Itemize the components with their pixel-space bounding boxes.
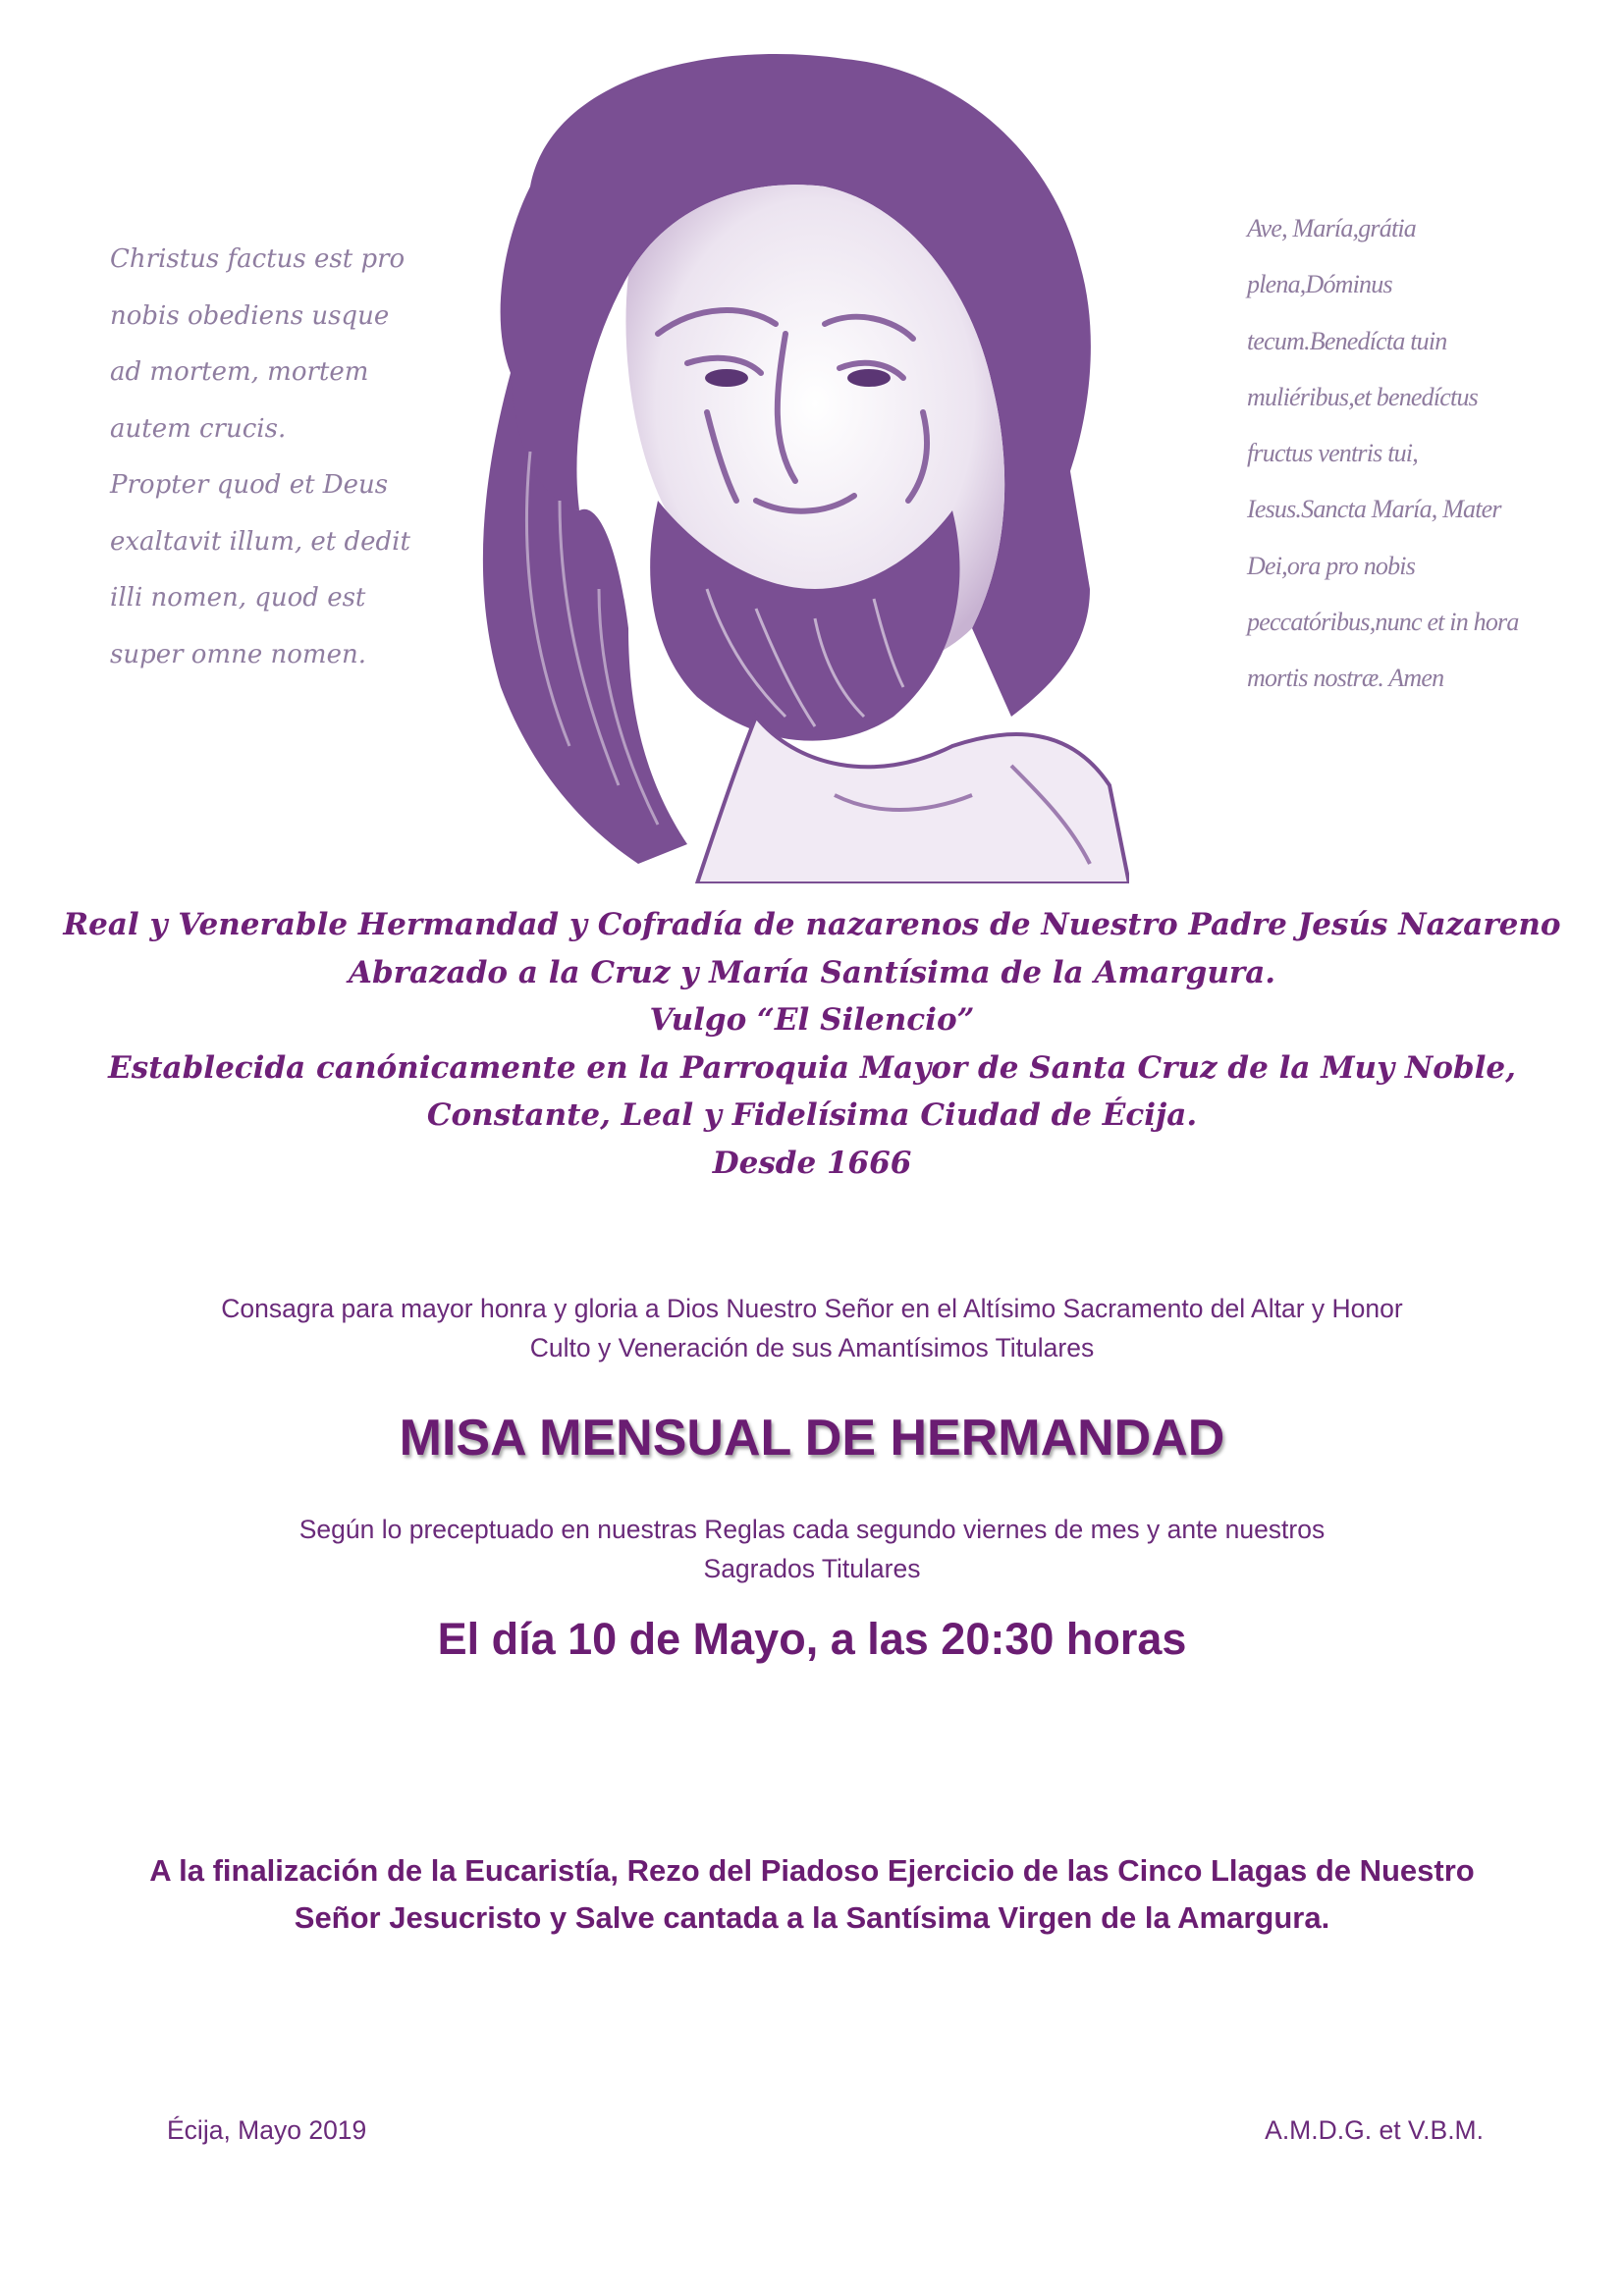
event-title: MISA MENSUAL DE HERMANDAD [399, 1410, 1225, 1467]
rules-line: Sagrados Titulares [703, 1554, 921, 1583]
consecration-line: Consagra para mayor honra y gloria a Dios Nuestro Señor en el Altísimo Sacramento del Altar y Honor [221, 1294, 1403, 1323]
brotherhood-title [59, 901, 1565, 1188]
consecration-line: Culto y Veneración de sus Amantísimos Titulares [529, 1333, 1095, 1362]
brotherhood-line: Constante, Leal y Fidelísima Ciudad de Écija. [426, 1097, 1198, 1134]
brotherhood-line: Vulgo “El Silencio” [649, 1002, 975, 1039]
rules-line: Según lo preceptuado en nuestras Reglas cada segundo viernes de mes y ante nuestros [298, 1515, 1326, 1544]
consecration-text [59, 1289, 1565, 1367]
brotherhood-line: Desde 1666 [712, 1145, 912, 1181]
closing-line: A la finalización de la Eucaristía, Rezo del Piadoso Ejercicio de las Cinco Llagas de Nuestro [149, 1853, 1475, 1888]
latin-prayer-ave-maria: Ave, María,grátia plena,Dóminus tecum.Benedícta tuin muliéribus,et benedíctus fructus ventris tui, Iesus.Sancta María, Mater Dei,ora pro nobis peccatóribus,nunc et in hora mortis nostræ. Amen [1247, 214, 1519, 693]
closing-line: Señor Jesucristo y Salve cantada a la Santísima Virgen de la Amargura. [294, 1900, 1330, 1935]
brotherhood-line: Establecida canónicamente en la Parroquia Mayor de Santa Cruz de la Muy Noble, [108, 1049, 1516, 1086]
motto: A.M.D.G. et V.B.M. [1265, 2115, 1484, 2145]
latin-prayer-christus-factus: Christus factus est pro nobis obediens usque ad mortem, mortem autem crucis. Propter quod et Deus exaltavit illum, et dedit illi nomen, quod est super omne nomen. [110, 244, 410, 669]
brotherhood-line: Abrazado a la Cruz y María Santísima de la Amargura. [348, 954, 1276, 990]
closing-text [59, 1847, 1565, 1942]
place-date: Écija, Mayo 2019 [167, 2115, 367, 2145]
rules-text [59, 1510, 1565, 1588]
event-date-time: El día 10 de Mayo, a las 20:30 horas [437, 1614, 1187, 1664]
jesus-portrait-icon [461, 39, 1129, 883]
brotherhood-line: Real y Venerable Hermandad y Cofradía de nazarenos de Nuestro Padre Jesús Nazareno [63, 907, 1561, 942]
